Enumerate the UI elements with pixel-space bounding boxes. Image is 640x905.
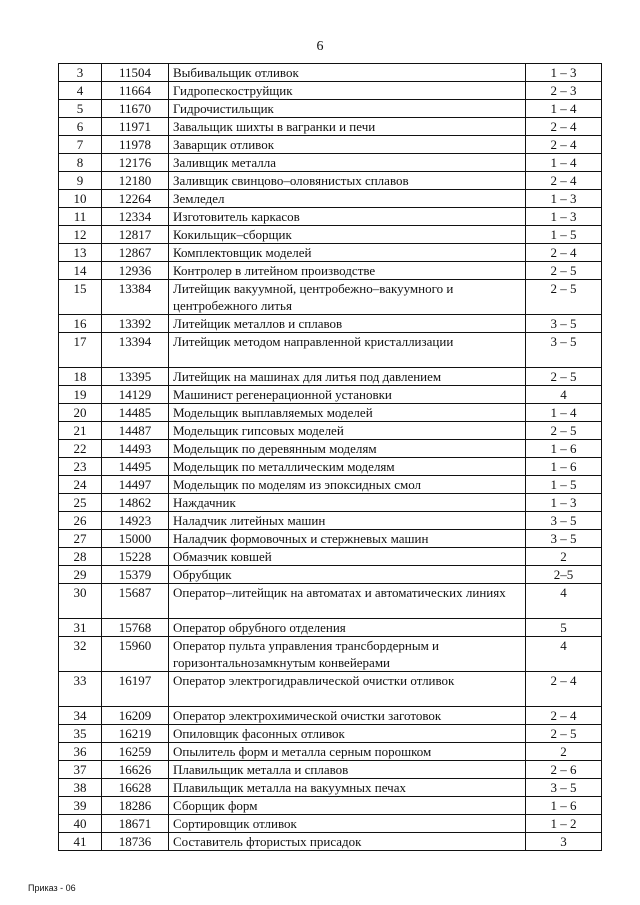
table-row xyxy=(59,82,602,100)
rank-range: 2 – 5 xyxy=(526,368,602,386)
rank-range: 2 – 5 xyxy=(526,262,602,280)
profession-name: Сортировщик отливок xyxy=(169,815,526,833)
profession-code: 16259 xyxy=(102,743,169,761)
row-number: 21 xyxy=(59,422,102,440)
table-row xyxy=(59,672,602,707)
profession-name: Опылитель форм и металла серным порошком xyxy=(169,743,526,761)
table-row xyxy=(59,118,602,136)
table-row xyxy=(59,368,602,386)
profession-name: Составитель фтористых присадок xyxy=(169,833,526,851)
profession-code: 16626 xyxy=(102,761,169,779)
table-row xyxy=(59,548,602,566)
table-row xyxy=(59,725,602,743)
rank-range: 3 – 5 xyxy=(526,315,602,333)
profession-name: Наждачник xyxy=(169,494,526,512)
profession-name: Наладчик формовочных и стержневых машин xyxy=(169,530,526,548)
row-number: 4 xyxy=(59,82,102,100)
profession-name: Модельщик гипсовых моделей xyxy=(169,422,526,440)
rank-range: 1 – 4 xyxy=(526,404,602,422)
rank-range: 3 – 5 xyxy=(526,530,602,548)
row-number: 22 xyxy=(59,440,102,458)
row-number: 6 xyxy=(59,118,102,136)
row-number: 17 xyxy=(59,333,102,368)
profession-code: 12817 xyxy=(102,226,169,244)
table-row xyxy=(59,64,602,82)
row-number: 30 xyxy=(59,584,102,619)
table-row xyxy=(59,779,602,797)
profession-name: Заливщик свинцово–оловянистых сплавов xyxy=(169,172,526,190)
profession-code: 11504 xyxy=(102,64,169,82)
rank-range: 2 – 4 xyxy=(526,136,602,154)
profession-name: Завальщик шихты в вагранки и печи xyxy=(169,118,526,136)
profession-name: Литейщик на машинах для литья под давлением xyxy=(169,368,526,386)
rank-range: 2 – 4 xyxy=(526,244,602,262)
row-number: 37 xyxy=(59,761,102,779)
profession-code: 18736 xyxy=(102,833,169,851)
professions-table xyxy=(58,63,602,851)
profession-name: Литейщик металлов и сплавов xyxy=(169,315,526,333)
profession-name: Плавильщик металла и сплавов xyxy=(169,761,526,779)
rank-range: 4 xyxy=(526,386,602,404)
rank-range: 3 – 5 xyxy=(526,333,602,368)
profession-code: 12180 xyxy=(102,172,169,190)
row-number: 28 xyxy=(59,548,102,566)
row-number: 8 xyxy=(59,154,102,172)
profession-code: 16628 xyxy=(102,779,169,797)
profession-name: Земледел xyxy=(169,190,526,208)
profession-name: Оператор пульта управления трансбордерным и горизонтальнозамкнутым конвейерами xyxy=(169,637,526,672)
table-row xyxy=(59,208,602,226)
profession-code: 13392 xyxy=(102,315,169,333)
rank-range: 2 – 4 xyxy=(526,672,602,707)
row-number: 32 xyxy=(59,637,102,672)
profession-code: 11670 xyxy=(102,100,169,118)
rank-range: 1 – 5 xyxy=(526,226,602,244)
rank-range: 2 xyxy=(526,548,602,566)
rank-range: 4 xyxy=(526,637,602,672)
profession-code: 13384 xyxy=(102,280,169,315)
table-row xyxy=(59,797,602,815)
row-number: 7 xyxy=(59,136,102,154)
row-number: 41 xyxy=(59,833,102,851)
profession-code: 14493 xyxy=(102,440,169,458)
profession-code: 14862 xyxy=(102,494,169,512)
rank-range: 1 – 5 xyxy=(526,476,602,494)
table-row xyxy=(59,833,602,851)
profession-code: 14497 xyxy=(102,476,169,494)
profession-code: 15228 xyxy=(102,548,169,566)
table-row xyxy=(59,136,602,154)
row-number: 18 xyxy=(59,368,102,386)
row-number: 29 xyxy=(59,566,102,584)
profession-code: 18286 xyxy=(102,797,169,815)
profession-name: Оператор обрубного отделения xyxy=(169,619,526,637)
rank-range: 1 – 3 xyxy=(526,64,602,82)
profession-name: Комплектовщик моделей xyxy=(169,244,526,262)
profession-name: Модельщик выплавляемых моделей xyxy=(169,404,526,422)
rank-range: 1 – 6 xyxy=(526,440,602,458)
table-row xyxy=(59,815,602,833)
table-row xyxy=(59,154,602,172)
profession-name: Заливщик металла xyxy=(169,154,526,172)
table-row xyxy=(59,743,602,761)
profession-code: 13394 xyxy=(102,333,169,368)
table-body xyxy=(59,64,602,851)
profession-code: 12936 xyxy=(102,262,169,280)
row-number: 13 xyxy=(59,244,102,262)
table-row xyxy=(59,386,602,404)
rank-range: 2 – 4 xyxy=(526,118,602,136)
table-row xyxy=(59,530,602,548)
profession-code: 14485 xyxy=(102,404,169,422)
profession-code: 16209 xyxy=(102,707,169,725)
profession-code: 12867 xyxy=(102,244,169,262)
profession-name: Гидрочистильщик xyxy=(169,100,526,118)
table-row xyxy=(59,100,602,118)
profession-code: 12264 xyxy=(102,190,169,208)
row-number: 27 xyxy=(59,530,102,548)
table-row xyxy=(59,172,602,190)
rank-range: 4 xyxy=(526,584,602,619)
profession-code: 16219 xyxy=(102,725,169,743)
profession-name: Модельщик по моделям из эпоксидных смол xyxy=(169,476,526,494)
profession-name: Изготовитель каркасов xyxy=(169,208,526,226)
profession-name: Выбивальщик отливок xyxy=(169,64,526,82)
profession-code: 14129 xyxy=(102,386,169,404)
row-number: 24 xyxy=(59,476,102,494)
profession-code: 11971 xyxy=(102,118,169,136)
table-row xyxy=(59,476,602,494)
profession-name: Обрубщик xyxy=(169,566,526,584)
rank-range: 2 – 5 xyxy=(526,422,602,440)
profession-code: 14487 xyxy=(102,422,169,440)
rank-range: 2 – 5 xyxy=(526,280,602,315)
table-row xyxy=(59,262,602,280)
row-number: 26 xyxy=(59,512,102,530)
profession-code: 16197 xyxy=(102,672,169,707)
rank-range: 2 – 4 xyxy=(526,172,602,190)
row-number: 38 xyxy=(59,779,102,797)
rank-range: 1 – 6 xyxy=(526,458,602,476)
row-number: 36 xyxy=(59,743,102,761)
table-row xyxy=(59,315,602,333)
profession-code: 14495 xyxy=(102,458,169,476)
table-row xyxy=(59,422,602,440)
profession-name: Кокильщик–сборщик xyxy=(169,226,526,244)
table-row xyxy=(59,280,602,315)
profession-code: 12334 xyxy=(102,208,169,226)
rank-range: 2 – 5 xyxy=(526,725,602,743)
profession-name: Заварщик отливок xyxy=(169,136,526,154)
row-number: 3 xyxy=(59,64,102,82)
table-row xyxy=(59,761,602,779)
table-row xyxy=(59,226,602,244)
row-number: 23 xyxy=(59,458,102,476)
profession-code: 18671 xyxy=(102,815,169,833)
rank-range: 2 – 6 xyxy=(526,761,602,779)
profession-code: 12176 xyxy=(102,154,169,172)
rank-range: 2–5 xyxy=(526,566,602,584)
profession-code: 13395 xyxy=(102,368,169,386)
profession-code: 15768 xyxy=(102,619,169,637)
row-number: 31 xyxy=(59,619,102,637)
profession-name: Опиловщик фасонных отливок xyxy=(169,725,526,743)
table-row xyxy=(59,637,602,672)
row-number: 5 xyxy=(59,100,102,118)
profession-name: Литейщик методом направленной кристаллизации xyxy=(169,333,526,368)
row-number: 16 xyxy=(59,315,102,333)
rank-range: 2 xyxy=(526,743,602,761)
rank-range: 1 – 2 xyxy=(526,815,602,833)
profession-code: 15960 xyxy=(102,637,169,672)
profession-name: Машинист регенерационной установки xyxy=(169,386,526,404)
profession-name: Контролер в литейном производстве xyxy=(169,262,526,280)
profession-name: Литейщик вакуумной, центробежно–вакуумного и центробежного литья xyxy=(169,280,526,315)
table-row xyxy=(59,619,602,637)
profession-name: Гидропескоструйщик xyxy=(169,82,526,100)
rank-range: 1 – 6 xyxy=(526,797,602,815)
rank-range: 1 – 3 xyxy=(526,494,602,512)
table-row xyxy=(59,190,602,208)
table-row xyxy=(59,244,602,262)
row-number: 25 xyxy=(59,494,102,512)
footer-note: Приказ - 06 xyxy=(28,883,76,893)
profession-name: Модельщик по металлическим моделям xyxy=(169,458,526,476)
rank-range: 1 – 4 xyxy=(526,100,602,118)
table-row xyxy=(59,707,602,725)
profession-code: 15000 xyxy=(102,530,169,548)
row-number: 40 xyxy=(59,815,102,833)
table-row xyxy=(59,333,602,368)
rank-range: 3 – 5 xyxy=(526,779,602,797)
rank-range: 1 – 3 xyxy=(526,190,602,208)
profession-code: 11978 xyxy=(102,136,169,154)
row-number: 14 xyxy=(59,262,102,280)
table-row xyxy=(59,512,602,530)
row-number: 34 xyxy=(59,707,102,725)
row-number: 19 xyxy=(59,386,102,404)
profession-name: Плавильщик металла на вакуумных печах xyxy=(169,779,526,797)
profession-name: Модельщик по деревянным моделям xyxy=(169,440,526,458)
table-row xyxy=(59,584,602,619)
profession-code: 15687 xyxy=(102,584,169,619)
row-number: 35 xyxy=(59,725,102,743)
rank-range: 3 xyxy=(526,833,602,851)
profession-code: 15379 xyxy=(102,566,169,584)
rank-range: 3 – 5 xyxy=(526,512,602,530)
rank-range: 1 – 4 xyxy=(526,154,602,172)
table-row xyxy=(59,404,602,422)
profession-code: 11664 xyxy=(102,82,169,100)
row-number: 12 xyxy=(59,226,102,244)
rank-range: 1 – 3 xyxy=(526,208,602,226)
profession-name: Оператор электрохимической очистки заготовок xyxy=(169,707,526,725)
row-number: 20 xyxy=(59,404,102,422)
table-row xyxy=(59,566,602,584)
profession-name: Обмазчик ковшей xyxy=(169,548,526,566)
row-number: 10 xyxy=(59,190,102,208)
row-number: 33 xyxy=(59,672,102,707)
table-row xyxy=(59,458,602,476)
rank-range: 2 – 4 xyxy=(526,707,602,725)
profession-name: Оператор электрогидравлической очистки отливок xyxy=(169,672,526,707)
profession-name: Оператор–литейщик на автоматах и автоматических линиях xyxy=(169,584,526,619)
row-number: 11 xyxy=(59,208,102,226)
row-number: 39 xyxy=(59,797,102,815)
profession-name: Сборщик форм xyxy=(169,797,526,815)
table-row xyxy=(59,494,602,512)
rank-range: 5 xyxy=(526,619,602,637)
row-number: 9 xyxy=(59,172,102,190)
profession-name: Наладчик литейных машин xyxy=(169,512,526,530)
table-row xyxy=(59,440,602,458)
page-number: 6 xyxy=(316,39,324,54)
profession-code: 14923 xyxy=(102,512,169,530)
rank-range: 2 – 3 xyxy=(526,82,602,100)
row-number: 15 xyxy=(59,280,102,315)
